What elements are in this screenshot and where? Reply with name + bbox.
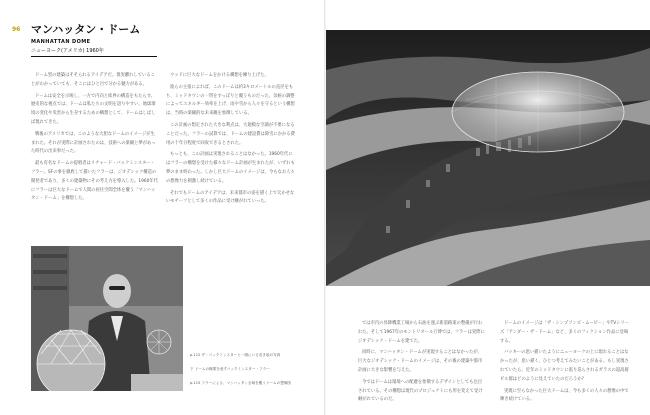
photo-caption: 下 ドームの概要を表すバックミンスター・フラー [190, 367, 270, 371]
paragraph: 同時に、マンハッタン・ドームが実現することはなかったが、巨大なジオデシック・ドームのイメージは、その後の建築や都市計画に大きな影響を与えた。 [358, 350, 483, 373]
article-title: マンハッタン・ドーム [31, 23, 141, 36]
title-rule [31, 56, 157, 57]
paragraph: では市内の昇降機業工場から石油を運ぶ新道路案の整備が行われた。そして1967年のモントリオール万博では、フラーは実際にジオデシック・ドームを建てた。 [358, 321, 485, 344]
photo-manhattan-dome [326, 30, 650, 286]
photo-caption: p.115 フラーによる、マンハッタン全域を覆うドームの想像図 [190, 381, 292, 385]
paragraph: ドームのイメージは「ザ・シンプソンズ・ムービー」やTVシリーズ「アンダー・ザ・ドーム」など、多くのフィクション作品に登場する。 [500, 321, 630, 344]
paragraph: この計画の想定された大きな利点は、大規模な空調が不要になることだった。フラーの試算では、ドームの建設費は除雪にかかる費用の十年分程度で回収できるとされた。 [166, 122, 295, 146]
paragraph: 戦後のアメリカでは、このような大胆なドームのイメージが生まれた。それが実際に計画されたのは、技術への楽観と夢があった時代の出来事だった。 [31, 131, 156, 155]
body-column-2 [166, 72, 296, 210]
page-number: 96 [12, 26, 21, 33]
paragraph: ドームは安全を示唆し、一方で内向と結界の構造をもたらす。歴史的な視点では、ドームは私たちの文明を語りやすい。地球環境の変化や災害から生存するための構想として、ドームはしばしば現れてきた。 [31, 93, 156, 125]
paragraph: もっとも、この計画は実現されることはなかった。1960年代にはフラーの構想を受けた様々なドーム計画が生まれたが、いずれも夢のまま終わった。しかし巨大ドームのイメージは、今もなお人々の想像力を刺激し続けている。 [166, 152, 295, 184]
article-title-english: MANHATTAN DOME [31, 39, 91, 45]
paragraph: バッキーの思い描いたようにニューヨークの上に現れることはなかったが、思い描く、ひとつ考えてみたいことがある。もし実現されていたら、近年のミッドタウンに張り巡らされるガラスの超高層ビル群はどのように見えていたのだろうか? [500, 350, 629, 382]
paragraph: それでもドームのアイデアは、未来都市の姿を描く上で欠かせないモチーフとして多くの作品に受け継がれていった。 [166, 190, 295, 205]
paragraph: 彼らの主張によれば、このドームは約3キロメートルの直径をもち、ミッドタウンの一帯をすっぽりと覆うものだった。気候の調整によってエネルギー効率を上げ、雨や雪から人々を守るという構想は、当時の楽観的な未来観を象徴している。 [166, 84, 295, 117]
photo-fuller-portrait [31, 246, 183, 391]
paragraph: ドーム型の建築はそそられるアイデアだ。現実離れしていることがわかっていても、そこにはひと目で分かる魅力がある。 [31, 73, 155, 87]
portrait-illustration [31, 246, 183, 391]
aerial-dome-illustration [326, 30, 650, 286]
article-subtitle: ニューヨーク(アメリカ) 1960年 [31, 48, 104, 54]
paragraph: 今ではドームは環境への配慮を象徴するデザインとしても注目されている。その構想は現代のプロジェクトにも形を変えて受け継がれているのだ。 [358, 379, 483, 403]
paragraph: ウッドに巨大なドームをかける構想を練り上げた。 [170, 73, 269, 78]
body-column-3 [358, 320, 486, 408]
body-column-4 [500, 320, 630, 408]
paragraph: 実現に至らなかった巨大ドームは、今も多くの人々の想像の中で輝き続けている。 [500, 388, 629, 403]
body-column-1 [31, 72, 159, 207]
photo-caption: p.112 ザ・バックミンスターと一緒にいる若き頃の写真 [190, 353, 281, 357]
paragraph: 最も有名なドームの提唱者はリチャード・バックミンスター・フラー。SFの事を徹底して描いたフラーは、ジオデシック構造の開発者であり、多くの建築物にその考え方を導入した。1960年代にフラーは巨大なドームで人間の居住空間全体を覆う「マンハッタン・ドーム」を構想した。 [31, 161, 158, 202]
